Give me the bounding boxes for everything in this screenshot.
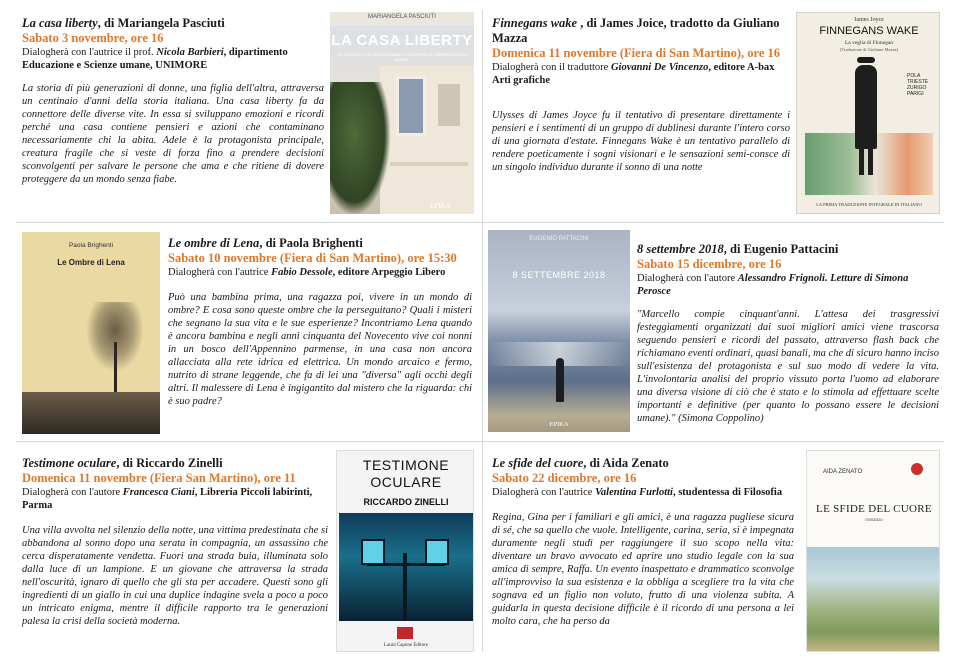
cover-bottom-line: LA PRIMA TRADUZIONE INTEGRALE IN ITALIANO xyxy=(816,202,922,207)
cover-subtitle: La veglia di Finnegan xyxy=(844,40,894,46)
cover-places: POLA TRIESTE ZURIGO PARIGI xyxy=(907,73,929,97)
event-la-casa-liberty xyxy=(22,16,324,186)
cover-publisher: Laura Capone Editore xyxy=(383,643,429,648)
figure-image xyxy=(855,65,877,149)
divider xyxy=(16,441,944,442)
event-date: Sabato 3 novembre, ore 16 xyxy=(22,31,164,45)
event-title: Finnegans wake , di James Joice, tradotto da Giuliano Mazza xyxy=(492,16,780,45)
cover-subtitle: romanzo xyxy=(865,518,883,523)
cover-publisher: EPIKA xyxy=(430,202,451,210)
cover-author: AIDA ZENATO xyxy=(823,469,863,475)
event-le-sfide-del-cuore xyxy=(492,456,794,628)
event-description: Può una bambina prima, una ragazza poi, vivere in un mondo di ombre? E cosa sono queste ombre che la perseguitano? Quali i misteri che segnano la sua vita e le sue esperienze? Incontriamo Lena quando è ancora bambina e negli anni cinquanta del Novecento vive coi nonni in un bosco dell'Appennino parmense, in una casa non ancora allacciata alla rete idrica ed elettrica. Un mondo arcaico e fermo, nutrito di strane leggende, che fa di lei una "diversa" agli occhi degli altri. Il malessere di Lena è ingigantito dal mistero che la riguarda: chi è suo padre? xyxy=(168,292,472,407)
event-title: Le ombre di Lena, di Paola Brighenti xyxy=(168,236,363,250)
divider xyxy=(482,10,483,652)
event-date: Domenica 11 novembre (Fiera San Martino), ore 11 xyxy=(22,471,296,485)
cover-author: MARIANGELA PASCIUTI xyxy=(368,14,436,20)
event-speaker: Dialogherà con il traduttore Giovanni De Vincenzo, editore A-bax Arti grafiche xyxy=(492,62,775,86)
event-description: "Marcello compie cinquant'anni. L'attesa dei trasgressivi festeggiamenti organizzati dai suoi migliori amici viene trascorsa seguendo pensieri e ricordi del passato, attraverso flash back che richiamano eventi ordinari, quasi banali, ma che di sicuro hanno inciso sull'esistenza del protagonista e sul suo modo di vedere la vita. L'involontaria analisi del proprio vissuto porta l'uomo ad elaborare una diversa visione di ciò che è stato e lo stimola ad effettuare scelte importanti e definitive (per quanto lo possano essere le decisioni umane)." (Simona Coppolino) xyxy=(637,309,939,424)
cover-author: RICCARDO ZINELLI xyxy=(363,497,449,507)
event-date: Sabato 15 dicembre, ore 16 xyxy=(637,257,782,271)
book-cover-le-sfide-del-cuore xyxy=(806,450,940,652)
window-image xyxy=(396,76,426,136)
cover-title: Le Ombre di Lena xyxy=(57,258,125,267)
event-8-settembre-2018 xyxy=(637,242,939,425)
cover-title: LE SFIDE DEL CUORE xyxy=(816,503,932,515)
event-description: Una villa avvolta nel silenzio della notte, una vittima predestinata che si abbandona al sonno dopo una serata in compagnia, un assassino che cerca disperatamente vendetta. Fuori una strada buia, illuminata solo dalla luce di un lampione. E un giovane che attraversa la strada nell'oscurità, ignaro di quello che gli sta per accadere. Questi sono gli ingredienti di un giallo in cui una duplice indagine svela a poco a poco un intricato enigma, mentre il difficile rapporto tra le generazioni palesa la crisi della società moderna. xyxy=(22,525,328,627)
event-finnegans-wake xyxy=(492,16,790,174)
cover-title: FINNEGANS WAKE xyxy=(819,25,919,37)
event-speaker: Dialogherà con l'autore Alessandro Frignoli. Letture di Simona Perosce xyxy=(637,273,909,297)
publisher-logo-icon xyxy=(911,463,923,475)
cover-subtitle: UN SECOLO DI STORIA ITALIANA ATTRAVERSO LE GENERAZIONI DI DONNE xyxy=(337,52,467,62)
cover-title: LA CASA LIBERTY xyxy=(331,32,473,49)
event-speaker: Dialogherà con l'autore Francesca Ciani, Libreria Piccoli labirinti, Parma xyxy=(22,487,313,511)
cover-title: TESTIMONE OCULARE xyxy=(362,457,450,490)
book-cover-finnegans-wake xyxy=(796,12,940,214)
event-title: Le sfide del cuore, di Aida Zenato xyxy=(492,456,669,470)
event-date: Domenica 11 novembre (Fiera di San Martino), ore 16 xyxy=(492,46,781,60)
cover-translator: (Traduzione di Giuliano Mazza) xyxy=(840,47,898,52)
book-cover-la-casa-liberty xyxy=(330,12,474,214)
book-cover-testimone-oculare xyxy=(336,450,474,652)
cover-title: 8 SETTEMBRE 2018 xyxy=(512,270,606,280)
event-speaker: Dialogherà con l'autrice il prof. Nicola Barbieri, dipartimento Educazione e Scienze umane, UNIMORE xyxy=(22,47,288,71)
cover-author: James Joyce xyxy=(854,17,884,23)
meadow-image xyxy=(807,547,940,652)
event-title: Testimone oculare, di Riccardo Zinelli xyxy=(22,456,223,470)
book-cover-le-ombre-di-lena xyxy=(22,232,160,434)
night-lamp-image xyxy=(339,513,473,621)
figure-hat-image xyxy=(857,57,875,63)
event-speaker: Dialogherà con l'autrice Valentina Furlotti, studentessa di Filosofia xyxy=(492,487,783,498)
cover-author: EUGENIO PATTACINI xyxy=(529,236,589,242)
event-speaker: Dialogherà con l'autrice Fabio Dessole, editore Arpeggio Libero xyxy=(168,267,446,278)
event-date: Sabato 10 novembre (Fiera di San Martino), ore 15:30 xyxy=(168,251,457,265)
event-description: Regina, Gina per i familiari e gli amici, è una ragazza pugliese sicura di sé, che sa quello che vuole. Intelligente, carina, seria, si è impegnata duramente negli studi per raggiungere il suo scopo nella vita: diventare un bravo avvocato ed aprire uno studio legale con la sua amica di sempre, Raffa. Un evento inaspettato e drammatico sconvolge all'improvviso la sua esistenza e la obbliga a scegliere tra la vita che sognava ed un figlio non voluto, frutto di una violenza subita. A guidarla in questa decisione difficile è il ricordo di una persona a lei molto cara, che ha perso da xyxy=(492,512,794,627)
cover-author: Paola Brighenti xyxy=(68,242,114,249)
tree-image xyxy=(330,82,390,214)
publisher-logo-icon xyxy=(397,627,413,639)
cover-publisher: EPIKA xyxy=(549,421,569,428)
walking-man-image xyxy=(556,358,564,402)
event-date: Sabato 22 dicembre, ore 16 xyxy=(492,471,637,485)
ground-image xyxy=(22,392,160,434)
event-description: La storia di più generazioni di donne, una figlia dell'altra, attraversa un centinaio d'anni della storia italiana. Una casa liberty fa da connettore delle diverse vite. In essa si sviluppano emozioni e ricordi perché una casa contiene pensieri e azioni che contaminano necessariamente chi la abita. Adele è la protagonista principale, creatura fragile che si veste di forza fino a prendere decisioni sconvolgenti per salvare le persone che ama e che ritiene di dovere proteggere da un mondo senza fiabe. xyxy=(22,83,324,185)
event-testimone-oculare xyxy=(22,456,328,628)
event-title: La casa liberty, di Mariangela Pasciuti xyxy=(22,16,225,30)
event-title: 8 settembre 2018, di Eugenio Pattacini xyxy=(637,242,839,256)
divider xyxy=(16,222,944,223)
event-le-ombre-di-lena xyxy=(168,236,472,408)
event-description: Ulysses di James Joyce fu il tentativo di presentare direttamente i pensieri e i sentimenti di un gruppo di dublinesi durante l'intero corso di una giornata d'estate. Finnegans Wake è un tentativo parallelo di rendere poeticamente i sogni visionari e le sensazioni semi-consce di un singolo individuo durante il sonno di una notte xyxy=(492,110,790,173)
book-cover-8-settembre-2018 xyxy=(488,230,630,432)
